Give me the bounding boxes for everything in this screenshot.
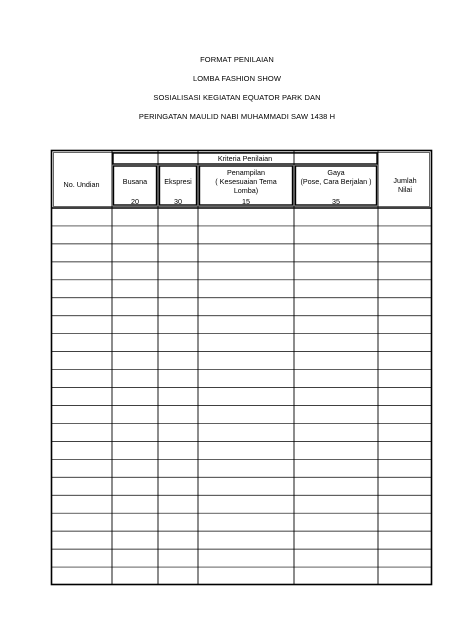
- weight-ekspresi: 30: [174, 197, 182, 206]
- weight-gaya: 35: [332, 197, 340, 206]
- header-no-undian: No. Undian: [63, 180, 100, 189]
- title-line-1: FORMAT PENILAIAN: [200, 55, 274, 64]
- weight-busana: 20: [131, 197, 139, 206]
- header-kriteria-penilaian: Kriteria Penilaian: [217, 154, 273, 163]
- header-gaya: Gaya (Pose, Cara Berjalan ): [300, 168, 372, 186]
- title-line-4: PERINGATAN MAULID NABI MUHAMMADI SAW 1438 H: [138, 112, 336, 121]
- title-line-2: LOMBA FASHION SHOW: [192, 74, 282, 83]
- header-busana: Busana: [122, 177, 148, 186]
- weight-penampilan: 15: [242, 197, 250, 206]
- scoring-table: [51, 150, 432, 585]
- header-penampilan: Penampilan ( Kesesuaian Tema Lomba): [215, 168, 277, 195]
- table-grid-lines: [51, 150, 432, 585]
- header-ekspresi: Ekspresi: [164, 177, 192, 186]
- table-outer-border: [52, 151, 432, 585]
- title-line-3: SOSIALISASI KEGIATAN EQUATOR PARK DAN: [153, 93, 321, 102]
- header-jumlah-nilai: Jumlah Nilai: [393, 176, 417, 194]
